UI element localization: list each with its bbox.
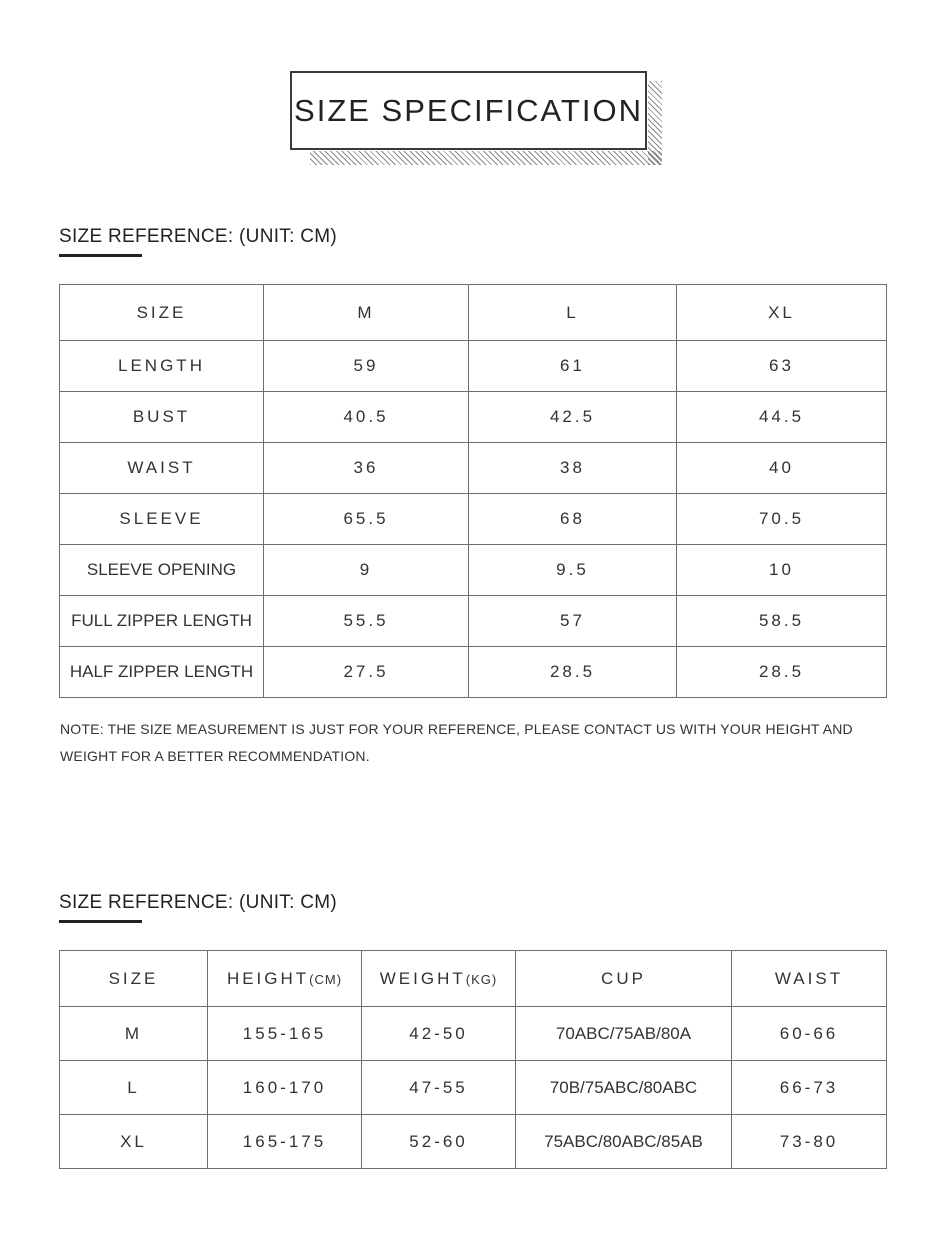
row-label: L [60, 1061, 208, 1115]
header-cell: XL [677, 285, 887, 341]
table-header-row [60, 285, 887, 341]
table-cell: 47-55 [362, 1061, 516, 1115]
table-row [60, 1061, 887, 1115]
header-cell: M [264, 285, 469, 341]
table-cell: 38 [469, 443, 677, 494]
table-cell: 65.5 [264, 494, 469, 545]
row-label: XL [60, 1115, 208, 1169]
page-title: SIZE SPECIFICATION [290, 71, 647, 150]
table-cell: 40 [677, 443, 887, 494]
table-row [60, 392, 887, 443]
section-2-underline [59, 920, 142, 923]
table-cell: 44.5 [677, 392, 887, 443]
table-cell: 36 [264, 443, 469, 494]
garment-size-table [59, 284, 887, 698]
header-cell: WAIST [732, 951, 887, 1007]
section-1-underline [59, 254, 142, 257]
table-cell: 10 [677, 545, 887, 596]
table-cell: 75ABC/80ABC/85AB [516, 1115, 732, 1169]
table-cell: 28.5 [469, 647, 677, 698]
table-row [60, 443, 887, 494]
section-1-label: SIZE REFERENCE: (UNIT: CM) [59, 226, 338, 247]
row-label: SLEEVE [60, 494, 264, 545]
row-label: WAIST [60, 443, 264, 494]
header-cell: WEIGHT(KG) [362, 951, 516, 1007]
table-cell: 42-50 [362, 1007, 516, 1061]
row-label: SLEEVE OPENING [60, 545, 264, 596]
body-size-table [59, 950, 887, 1169]
table-cell: 63 [677, 341, 887, 392]
header-cell: SIZE [60, 285, 264, 341]
table-row [60, 1007, 887, 1061]
title-banner [290, 71, 664, 167]
header-cell: HEIGHT(CM) [208, 951, 362, 1007]
table-cell: 9 [264, 545, 469, 596]
table-row [60, 647, 887, 698]
table-cell: 59 [264, 341, 469, 392]
row-label: BUST [60, 392, 264, 443]
table-cell: 73-80 [732, 1115, 887, 1169]
table-row [60, 596, 887, 647]
table-cell: 28.5 [677, 647, 887, 698]
size-note: NOTE: THE SIZE MEASUREMENT IS JUST FOR YOUR REFERENCE, PLEASE CONTACT US WITH YOUR HEIGHT AND WEIGHT FOR A BETTER RECOMMENDATION. [60, 721, 853, 764]
row-label: FULL ZIPPER LENGTH [60, 596, 264, 647]
table-cell: 42.5 [469, 392, 677, 443]
table-row [60, 1115, 887, 1169]
table-cell: 70ABC/75AB/80A [516, 1007, 732, 1061]
row-label: M [60, 1007, 208, 1061]
table-cell: 155-165 [208, 1007, 362, 1061]
table-cell: 160-170 [208, 1061, 362, 1115]
table-cell: 165-175 [208, 1115, 362, 1169]
table-cell: 27.5 [264, 647, 469, 698]
table-cell: 9.5 [469, 545, 677, 596]
table-row [60, 545, 887, 596]
section-2-label: SIZE REFERENCE: (UNIT: CM) [59, 892, 338, 913]
table-cell: 66-73 [732, 1061, 887, 1115]
table-row [60, 341, 887, 392]
table-header-row [60, 951, 887, 1007]
table-cell: 52-60 [362, 1115, 516, 1169]
table-cell: 57 [469, 596, 677, 647]
table-cell: 68 [469, 494, 677, 545]
table-row [60, 494, 887, 545]
table-cell: 40.5 [264, 392, 469, 443]
table-cell: 58.5 [677, 596, 887, 647]
header-cell: SIZE [60, 951, 208, 1007]
row-label: HALF ZIPPER LENGTH [60, 647, 264, 698]
table-cell: 70B/75ABC/80ABC [516, 1061, 732, 1115]
table-cell: 55.5 [264, 596, 469, 647]
table-cell: 70.5 [677, 494, 887, 545]
table-cell: 61 [469, 341, 677, 392]
header-cell: L [469, 285, 677, 341]
header-cell: CUP [516, 951, 732, 1007]
row-label: LENGTH [60, 341, 264, 392]
title-hatch-shadow-bottom [310, 151, 662, 165]
table-cell: 60-66 [732, 1007, 887, 1061]
